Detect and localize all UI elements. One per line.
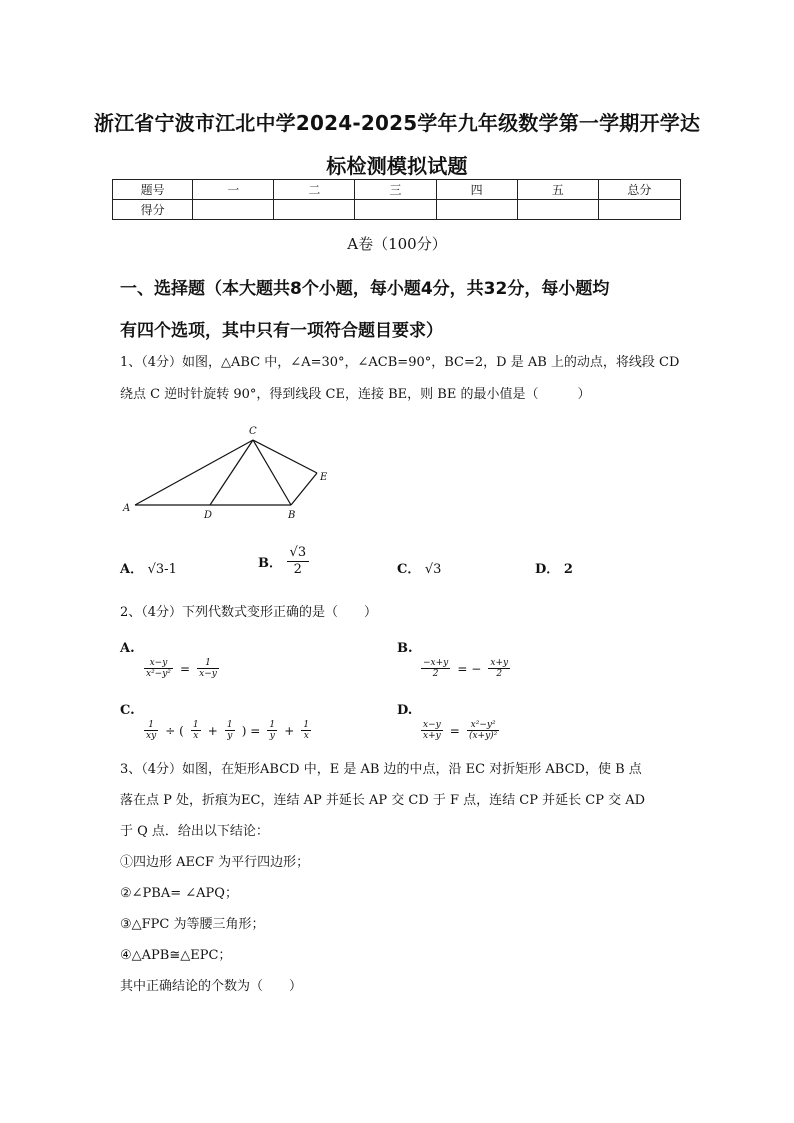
point-label-d: D <box>204 510 213 521</box>
q1-stem-line1: 1、（4分）如图，△ABC 中，∠A=30°，∠ACB=90°，BC=2，D 是 AB 上的动点，将线段 CD <box>120 355 680 370</box>
point-label-e: E <box>320 472 328 483</box>
q1-option-a[interactable] <box>120 558 177 577</box>
section-heading-line2: 有四个选项，其中只有一项符合题目要求） <box>120 321 443 341</box>
score-entry-cell[interactable] <box>436 200 517 220</box>
section-heading-line1: 一、选择题（本大题共8个小题，每小题4分，共32分，每小题均 <box>120 279 610 299</box>
option-label: D. <box>397 703 413 718</box>
q1-stem-line2: 绕点 C 逆时针旋转 90°，得到线段 CE，连接 BE，则 BE 的最小值是（ ） <box>120 387 591 402</box>
option-label: A． <box>120 562 144 577</box>
q2-stem: 2、（4分）下列代数式变形正确的是（ ） <box>120 605 378 620</box>
fraction-denominator: x <box>193 731 199 741</box>
q3-conclusion-2: ②∠PBA= ∠APQ； <box>120 886 238 901</box>
q2-option-d[interactable] <box>397 699 499 741</box>
fraction-denominator: 2 <box>496 669 503 679</box>
fraction-numerator: 1 <box>197 658 219 669</box>
fraction-denominator: y <box>269 731 275 741</box>
fraction-denominator: (x+y)² <box>468 731 498 741</box>
q3-question: 其中正确结论的个数为（ ） <box>120 979 303 994</box>
table-cell: 四 <box>436 180 517 200</box>
score-entry-cell[interactable] <box>274 200 355 220</box>
table-cell: 三 <box>355 180 436 200</box>
fraction-numerator: x−y <box>423 720 441 730</box>
q3-stem-line2: 落在点 P 处，折痕为EC，连结 AP 并延长 AP 交 CD 于 F 点，连结 CP 并延长 CP 交 AD <box>120 793 646 808</box>
fraction-denominator: x <box>303 731 309 741</box>
option-label: B. <box>397 641 413 656</box>
fraction-numerator: x²−y² <box>467 720 499 731</box>
fraction-denominator: xy <box>146 731 157 741</box>
score-entry-cell[interactable] <box>355 200 436 220</box>
q3-conclusion-3: ③△FPC 为等腰三角形； <box>120 917 265 932</box>
score-entry-cell[interactable] <box>517 200 598 220</box>
score-entry-cell[interactable] <box>193 200 274 220</box>
q1-option-b[interactable] <box>258 545 309 578</box>
operator: ÷ ( <box>165 723 184 738</box>
point-label-c: C <box>249 426 257 437</box>
table-cell: 题号 <box>113 180 193 200</box>
option-label: C. <box>120 703 135 718</box>
point-label-a: A <box>123 503 131 514</box>
fraction-denominator: y <box>227 731 233 741</box>
option-value: √3 <box>424 562 442 577</box>
document-title-line2: 标检测模拟试题 <box>326 154 468 178</box>
fraction-numerator: 1 <box>303 720 310 730</box>
q1-option-c[interactable] <box>397 558 441 577</box>
q1-option-d[interactable] <box>535 558 573 577</box>
fraction-denominator: x²−y² <box>146 669 171 679</box>
table-cell: 得分 <box>113 200 193 220</box>
score-table-score-row <box>113 200 681 220</box>
option-label: A. <box>120 641 135 656</box>
fraction-numerator: 1 <box>192 720 199 730</box>
equals-sign: = − <box>457 661 482 676</box>
option-value: √3-1 <box>147 562 177 577</box>
score-table-header-row <box>113 180 681 200</box>
fraction-denominator: 2 <box>432 669 439 679</box>
fraction-numerator: √3 <box>287 545 310 562</box>
fraction-numerator: 1 <box>226 720 233 730</box>
fraction-numerator: x−y <box>144 658 173 669</box>
fraction-denominator: 2 <box>293 562 302 577</box>
volume-heading: A卷（100分） <box>347 235 447 253</box>
q3-stem-line1: 3、（4分）如图，在矩形ABCD 中，E 是 AB 边的中点，沿 EC 对折矩形 ABCD，使 B 点 <box>120 762 642 777</box>
table-cell: 一 <box>193 180 274 200</box>
fraction-numerator: −x+y <box>423 658 449 668</box>
q2-option-c[interactable] <box>120 699 311 741</box>
fraction-denominator: x−y <box>199 669 217 679</box>
table-cell: 总分 <box>598 180 680 200</box>
q1-triangle-figure <box>118 420 338 525</box>
document-title-line1: 浙江省宁波市江北中学2024-2025学年九年级数学第一学期开学达 <box>93 111 701 135</box>
q2-option-a[interactable] <box>120 637 219 679</box>
point-label-b: B <box>288 510 296 521</box>
q3-stem-line3: 于 Q 点．给出以下结论： <box>120 824 269 839</box>
fraction-denominator: x+y <box>423 731 441 741</box>
option-label: D． <box>535 562 560 577</box>
q2-option-b[interactable] <box>397 637 510 679</box>
option-label: B． <box>258 556 282 571</box>
q3-conclusion-1: ①四边形 AECF 为平行四边形； <box>120 855 310 870</box>
operator: + <box>284 723 295 738</box>
option-label: C． <box>397 562 421 577</box>
operator: ) = <box>241 723 261 738</box>
equals-sign: = <box>180 661 191 676</box>
fraction-numerator: 1 <box>144 720 158 731</box>
equals-sign: = <box>449 723 460 738</box>
q3-conclusion-4: ④△APB≅△EPC； <box>120 948 232 963</box>
fraction-numerator: x+y <box>490 658 509 668</box>
operator: + <box>207 723 218 738</box>
table-cell: 五 <box>517 180 598 200</box>
score-table <box>112 179 681 220</box>
score-entry-cell[interactable] <box>598 200 680 220</box>
table-cell: 二 <box>274 180 355 200</box>
fraction-numerator: 1 <box>269 720 276 730</box>
option-value: 2 <box>563 562 573 577</box>
